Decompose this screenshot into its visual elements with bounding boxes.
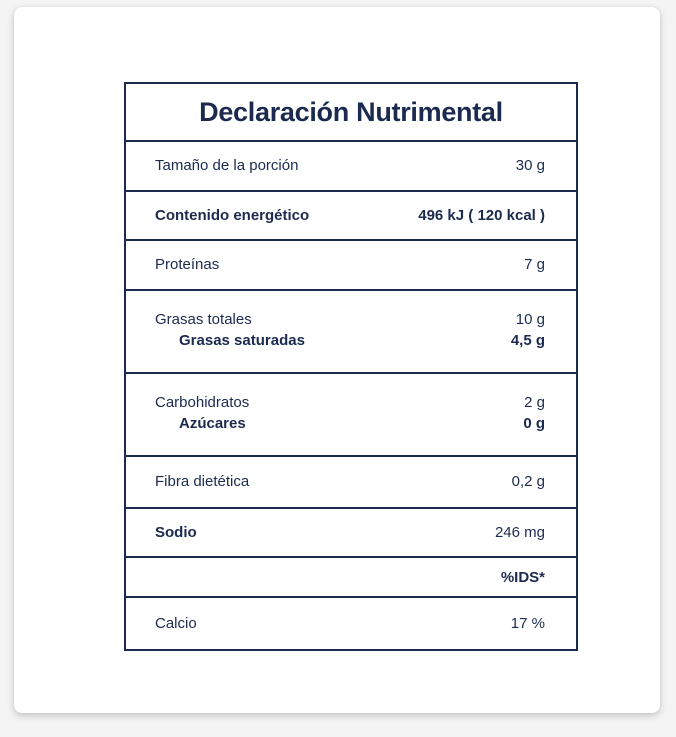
label-header (126, 84, 576, 142)
serving-size-value: 30 g (515, 157, 545, 174)
fiber-label: Fibra dietética (155, 473, 250, 490)
row-serving-size (126, 142, 576, 192)
protein-value: 7 g (524, 256, 545, 273)
calcium-value: 17 % (510, 615, 545, 632)
label-title: Declaración Nutrimental (199, 96, 503, 127)
saturated-fat-value: 4,5 g (510, 332, 545, 349)
sugars-value: 0 g (523, 415, 545, 432)
carbs-value: 2 g (524, 394, 545, 411)
nutrition-label (124, 82, 578, 651)
energy-value: 496 kJ ( 120 kcal ) (418, 207, 545, 224)
row-protein (126, 241, 576, 291)
ids-header-value: %IDS* (500, 569, 545, 586)
total-fat-label: Grasas totales (155, 311, 252, 328)
saturated-fat-label: Grasas saturadas (179, 332, 305, 349)
row-fats (126, 291, 576, 374)
row-calcium (126, 598, 576, 649)
serving-size-label: Tamaño de la porción (155, 157, 299, 174)
carbs-label: Carbohidratos (155, 394, 250, 411)
total-fat-value: 10 g (515, 311, 545, 328)
row-sodium (126, 509, 576, 558)
calcium-label: Calcio (155, 615, 197, 632)
row-ids-header (126, 558, 576, 598)
sugars-label: Azúcares (179, 415, 246, 432)
row-energy (126, 192, 576, 241)
label-card (14, 7, 660, 713)
sodium-label: Sodio (155, 524, 197, 541)
sodium-value: 246 mg (494, 524, 545, 541)
row-fiber (126, 457, 576, 509)
energy-label: Contenido energético (155, 207, 310, 224)
row-carbs (126, 374, 576, 457)
protein-label: Proteínas (155, 256, 220, 273)
fiber-value: 0,2 g (511, 473, 545, 490)
